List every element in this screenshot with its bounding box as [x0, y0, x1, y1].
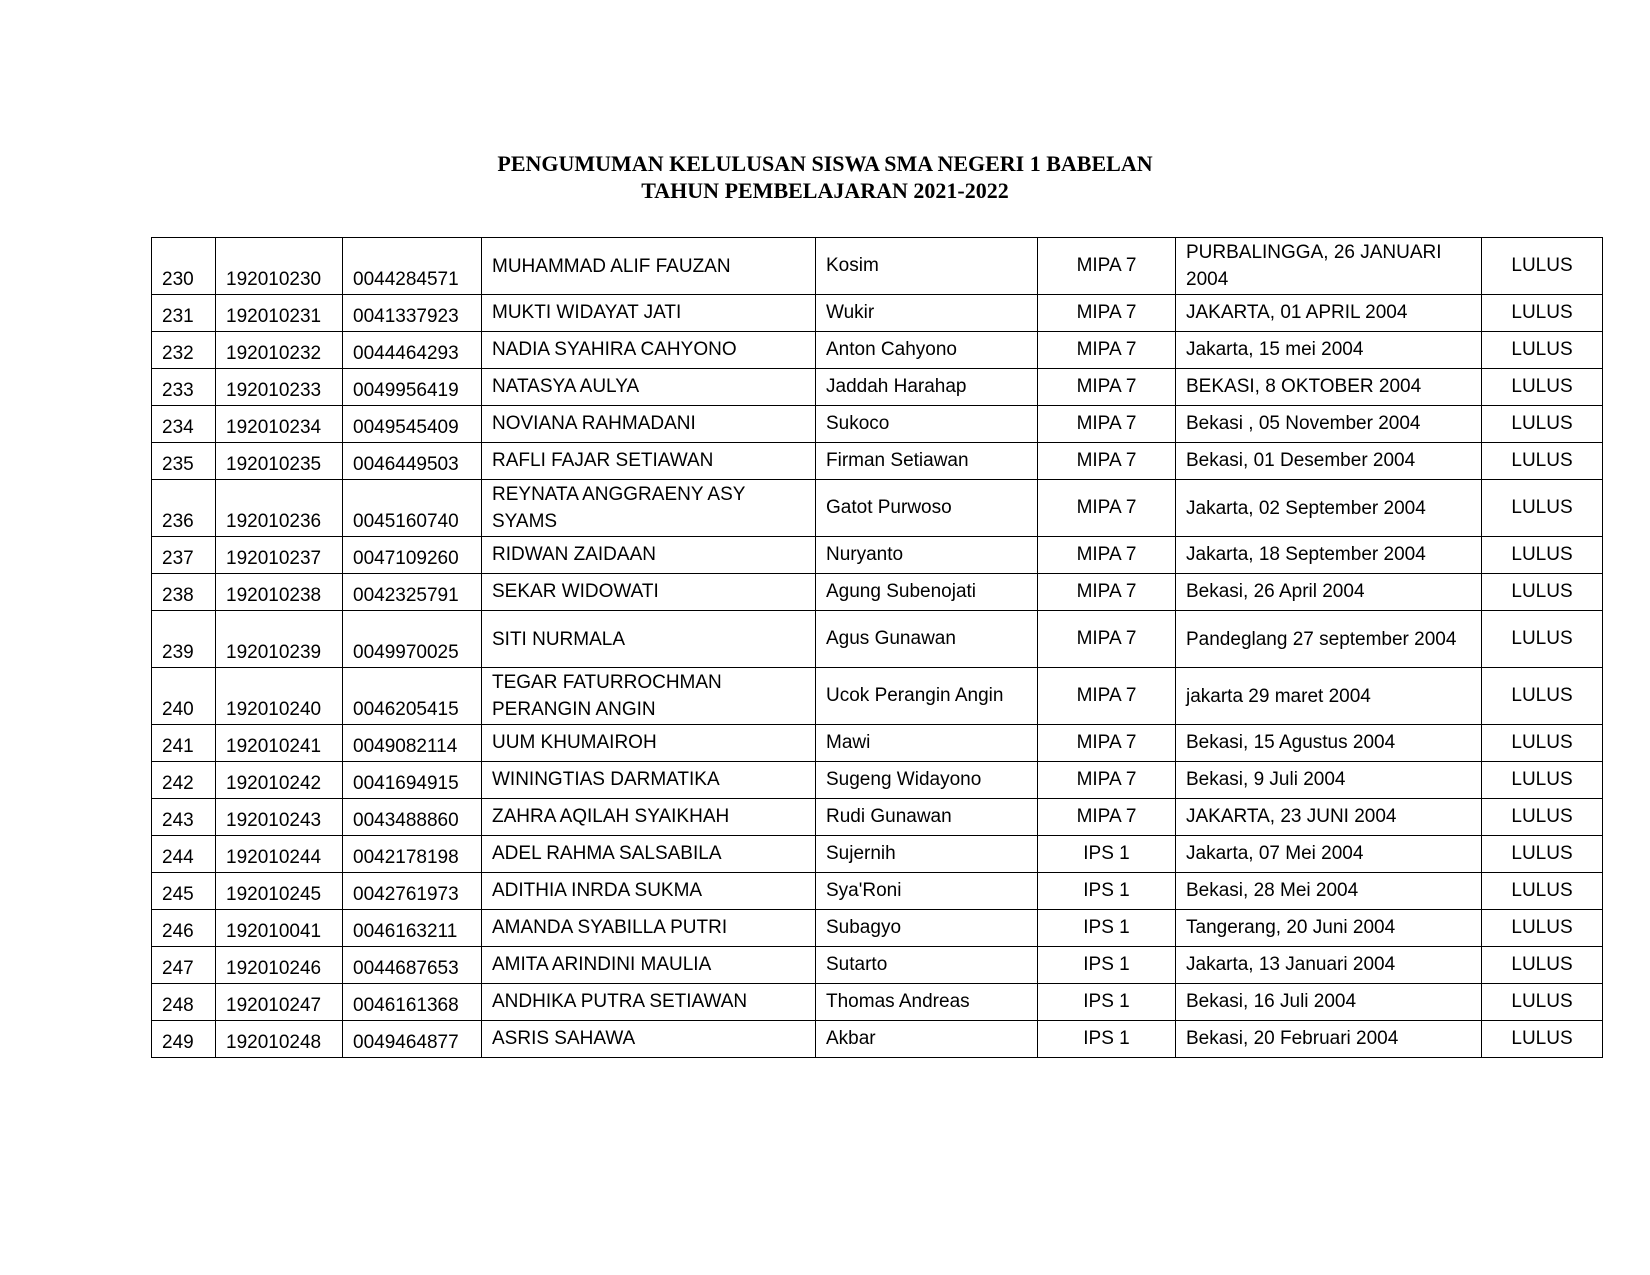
- birth-place-date-cell: JAKARTA, 01 APRIL 2004: [1176, 295, 1482, 332]
- table-row: [152, 762, 1603, 799]
- student-name-cell: RAFLI FAJAR SETIAWAN: [482, 443, 816, 480]
- row-number: 237: [152, 537, 216, 574]
- nis-cell: 192010248: [216, 1021, 343, 1058]
- student-name-cell: TEGAR FATURROCHMAN PERANGIN ANGIN: [482, 668, 816, 725]
- status-cell: LULUS: [1482, 762, 1603, 799]
- title-line-1: PENGUMUMAN KELULUSAN SISWA SMA NEGERI 1 BABELAN: [497, 151, 1153, 176]
- row-number: 248: [152, 984, 216, 1021]
- row-number: 246: [152, 910, 216, 947]
- status-cell: LULUS: [1482, 332, 1603, 369]
- title-line-2: TAHUN PEMBELAJARAN 2021-2022: [641, 178, 1009, 203]
- nis-cell: 192010236: [216, 480, 343, 537]
- table-row: [152, 574, 1603, 611]
- parent-name-cell: Kosim: [816, 238, 1038, 295]
- row-number: 243: [152, 799, 216, 836]
- student-name-cell: AMITA ARINDINI MAULIA: [482, 947, 816, 984]
- class-cell: MIPA 7: [1038, 443, 1176, 480]
- status-cell: LULUS: [1482, 238, 1603, 295]
- birth-place-date-cell: Bekasi, 01 Desember 2004: [1176, 443, 1482, 480]
- document-title: [0, 150, 1650, 204]
- row-number: 230: [152, 238, 216, 295]
- row-number: 233: [152, 369, 216, 406]
- birth-place-date-cell: Jakarta, 18 September 2004: [1176, 537, 1482, 574]
- birth-place-date-cell: Tangerang, 20 Juni 2004: [1176, 910, 1482, 947]
- student-name-cell: NOVIANA RAHMADANI: [482, 406, 816, 443]
- birth-place-date-cell: Jakarta, 07 Mei 2004: [1176, 836, 1482, 873]
- birth-place-date-cell: JAKARTA, 23 JUNI 2004: [1176, 799, 1482, 836]
- row-number: 239: [152, 611, 216, 668]
- student-name-cell: UUM KHUMAIROH: [482, 725, 816, 762]
- parent-name-cell: Subagyo: [816, 910, 1038, 947]
- student-name-cell: NATASYA AULYA: [482, 369, 816, 406]
- student-name-cell: REYNATA ANGGRAENY ASY SYAMS: [482, 480, 816, 537]
- table-row: [152, 873, 1603, 910]
- status-cell: LULUS: [1482, 611, 1603, 668]
- nis-cell: 192010234: [216, 406, 343, 443]
- nis-cell: 192010238: [216, 574, 343, 611]
- nis-cell: 192010230: [216, 238, 343, 295]
- row-number: 234: [152, 406, 216, 443]
- status-cell: LULUS: [1482, 668, 1603, 725]
- row-number: 241: [152, 725, 216, 762]
- birth-place-date-cell: Jakarta, 02 September 2004: [1176, 480, 1482, 537]
- nisn-cell: 0046161368: [343, 984, 482, 1021]
- class-cell: IPS 1: [1038, 910, 1176, 947]
- class-cell: MIPA 7: [1038, 295, 1176, 332]
- nisn-cell: 0041694915: [343, 762, 482, 799]
- class-cell: MIPA 7: [1038, 574, 1176, 611]
- nis-cell: 192010237: [216, 537, 343, 574]
- class-cell: MIPA 7: [1038, 406, 1176, 443]
- birth-place-date-cell: Bekasi , 05 November 2004: [1176, 406, 1482, 443]
- birth-place-date-cell: BEKASI, 8 OKTOBER 2004: [1176, 369, 1482, 406]
- nis-cell: 192010231: [216, 295, 343, 332]
- nisn-cell: 0049464877: [343, 1021, 482, 1058]
- parent-name-cell: Nuryanto: [816, 537, 1038, 574]
- nisn-cell: 0044464293: [343, 332, 482, 369]
- class-cell: IPS 1: [1038, 1021, 1176, 1058]
- student-name-cell: MUKTI WIDAYAT JATI: [482, 295, 816, 332]
- status-cell: LULUS: [1482, 984, 1603, 1021]
- class-cell: IPS 1: [1038, 984, 1176, 1021]
- parent-name-cell: Sukoco: [816, 406, 1038, 443]
- nis-cell: 192010243: [216, 799, 343, 836]
- status-cell: LULUS: [1482, 799, 1603, 836]
- student-name-cell: RIDWAN ZAIDAAN: [482, 537, 816, 574]
- nis-cell: 192010235: [216, 443, 343, 480]
- graduation-table: [151, 237, 1603, 1058]
- birth-place-date-cell: Bekasi, 28 Mei 2004: [1176, 873, 1482, 910]
- row-number: 236: [152, 480, 216, 537]
- nis-cell: 192010240: [216, 668, 343, 725]
- table-row: [152, 984, 1603, 1021]
- student-name-cell: SEKAR WIDOWATI: [482, 574, 816, 611]
- student-name-cell: SITI NURMALA: [482, 611, 816, 668]
- nis-cell: 192010245: [216, 873, 343, 910]
- row-number: 231: [152, 295, 216, 332]
- student-name-cell: ADITHIA INRDA SUKMA: [482, 873, 816, 910]
- class-cell: IPS 1: [1038, 947, 1176, 984]
- class-cell: MIPA 7: [1038, 369, 1176, 406]
- status-cell: LULUS: [1482, 1021, 1603, 1058]
- class-cell: MIPA 7: [1038, 762, 1176, 799]
- parent-name-cell: Sya'Roni: [816, 873, 1038, 910]
- nis-cell: 192010233: [216, 369, 343, 406]
- table-row: [152, 910, 1603, 947]
- row-number: 247: [152, 947, 216, 984]
- row-number: 242: [152, 762, 216, 799]
- parent-name-cell: Agung Subenojati: [816, 574, 1038, 611]
- birth-place-date-cell: Jakarta, 15 mei 2004: [1176, 332, 1482, 369]
- table-row: [152, 725, 1603, 762]
- class-cell: IPS 1: [1038, 836, 1176, 873]
- status-cell: LULUS: [1482, 369, 1603, 406]
- table-row: [152, 295, 1603, 332]
- student-name-cell: NADIA SYAHIRA CAHYONO: [482, 332, 816, 369]
- parent-name-cell: Sugeng Widayono: [816, 762, 1038, 799]
- status-cell: LULUS: [1482, 574, 1603, 611]
- status-cell: LULUS: [1482, 725, 1603, 762]
- nisn-cell: 0049545409: [343, 406, 482, 443]
- status-cell: LULUS: [1482, 947, 1603, 984]
- table-row: [152, 611, 1603, 668]
- row-number: 235: [152, 443, 216, 480]
- status-cell: LULUS: [1482, 480, 1603, 537]
- student-name-cell: ANDHIKA PUTRA SETIAWAN: [482, 984, 816, 1021]
- class-cell: MIPA 7: [1038, 668, 1176, 725]
- birth-place-date-cell: Bekasi, 9 Juli 2004: [1176, 762, 1482, 799]
- table-row: [152, 332, 1603, 369]
- row-number: 240: [152, 668, 216, 725]
- nis-cell: 192010244: [216, 836, 343, 873]
- student-name-cell: WININGTIAS DARMATIKA: [482, 762, 816, 799]
- student-name-cell: MUHAMMAD ALIF FAUZAN: [482, 238, 816, 295]
- parent-name-cell: Anton Cahyono: [816, 332, 1038, 369]
- nisn-cell: 0044687653: [343, 947, 482, 984]
- class-cell: MIPA 7: [1038, 238, 1176, 295]
- birth-place-date-cell: Bekasi, 15 Agustus 2004: [1176, 725, 1482, 762]
- class-cell: MIPA 7: [1038, 799, 1176, 836]
- table-body: [152, 238, 1603, 1058]
- nis-cell: 192010041: [216, 910, 343, 947]
- table-row: [152, 668, 1603, 725]
- nisn-cell: 0045160740: [343, 480, 482, 537]
- class-cell: MIPA 7: [1038, 725, 1176, 762]
- class-cell: MIPA 7: [1038, 480, 1176, 537]
- nisn-cell: 0044284571: [343, 238, 482, 295]
- table-row: [152, 369, 1603, 406]
- nisn-cell: 0043488860: [343, 799, 482, 836]
- parent-name-cell: Jaddah Harahap: [816, 369, 1038, 406]
- birth-place-date-cell: Bekasi, 16 Juli 2004: [1176, 984, 1482, 1021]
- nisn-cell: 0046449503: [343, 443, 482, 480]
- parent-name-cell: Ucok Perangin Angin: [816, 668, 1038, 725]
- student-name-cell: ADEL RAHMA SALSABILA: [482, 836, 816, 873]
- row-number: 232: [152, 332, 216, 369]
- student-name-cell: ZAHRA AQILAH SYAIKHAH: [482, 799, 816, 836]
- birth-place-date-cell: Pandeglang 27 september 2004: [1176, 611, 1482, 668]
- row-number: 249: [152, 1021, 216, 1058]
- parent-name-cell: Sujernih: [816, 836, 1038, 873]
- table-row: [152, 836, 1603, 873]
- birth-place-date-cell: jakarta 29 maret 2004: [1176, 668, 1482, 725]
- table-row: [152, 480, 1603, 537]
- nis-cell: 192010239: [216, 611, 343, 668]
- nisn-cell: 0042325791: [343, 574, 482, 611]
- status-cell: LULUS: [1482, 406, 1603, 443]
- nisn-cell: 0046205415: [343, 668, 482, 725]
- class-cell: MIPA 7: [1038, 332, 1176, 369]
- status-cell: LULUS: [1482, 873, 1603, 910]
- status-cell: LULUS: [1482, 537, 1603, 574]
- nis-cell: 192010232: [216, 332, 343, 369]
- table-row: [152, 947, 1603, 984]
- birth-place-date-cell: Bekasi, 20 Februari 2004: [1176, 1021, 1482, 1058]
- parent-name-cell: Firman Setiawan: [816, 443, 1038, 480]
- status-cell: LULUS: [1482, 295, 1603, 332]
- row-number: 245: [152, 873, 216, 910]
- class-cell: MIPA 7: [1038, 611, 1176, 668]
- birth-place-date-cell: PURBALINGGA, 26 JANUARI 2004: [1176, 238, 1482, 295]
- student-name-cell: AMANDA SYABILLA PUTRI: [482, 910, 816, 947]
- nis-cell: 192010246: [216, 947, 343, 984]
- status-cell: LULUS: [1482, 910, 1603, 947]
- parent-name-cell: Sutarto: [816, 947, 1038, 984]
- table-row: [152, 537, 1603, 574]
- table-row: [152, 799, 1603, 836]
- row-number: 244: [152, 836, 216, 873]
- parent-name-cell: Thomas Andreas: [816, 984, 1038, 1021]
- student-name-cell: ASRIS SAHAWA: [482, 1021, 816, 1058]
- table-row: [152, 443, 1603, 480]
- nisn-cell: 0041337923: [343, 295, 482, 332]
- nisn-cell: 0042761973: [343, 873, 482, 910]
- table-row: [152, 238, 1603, 295]
- parent-name-cell: Agus Gunawan: [816, 611, 1038, 668]
- parent-name-cell: Rudi Gunawan: [816, 799, 1038, 836]
- nisn-cell: 0042178198: [343, 836, 482, 873]
- nisn-cell: 0049082114: [343, 725, 482, 762]
- nisn-cell: 0049970025: [343, 611, 482, 668]
- nis-cell: 192010241: [216, 725, 343, 762]
- parent-name-cell: Akbar: [816, 1021, 1038, 1058]
- nisn-cell: 0047109260: [343, 537, 482, 574]
- row-number: 238: [152, 574, 216, 611]
- nis-cell: 192010247: [216, 984, 343, 1021]
- parent-name-cell: Wukir: [816, 295, 1038, 332]
- nisn-cell: 0046163211: [343, 910, 482, 947]
- nis-cell: 192010242: [216, 762, 343, 799]
- class-cell: MIPA 7: [1038, 537, 1176, 574]
- status-cell: LULUS: [1482, 836, 1603, 873]
- class-cell: IPS 1: [1038, 873, 1176, 910]
- birth-place-date-cell: Bekasi, 26 April 2004: [1176, 574, 1482, 611]
- nisn-cell: 0049956419: [343, 369, 482, 406]
- table-row: [152, 406, 1603, 443]
- parent-name-cell: Gatot Purwoso: [816, 480, 1038, 537]
- status-cell: LULUS: [1482, 443, 1603, 480]
- table-row: [152, 1021, 1603, 1058]
- parent-name-cell: Mawi: [816, 725, 1038, 762]
- birth-place-date-cell: Jakarta, 13 Januari 2004: [1176, 947, 1482, 984]
